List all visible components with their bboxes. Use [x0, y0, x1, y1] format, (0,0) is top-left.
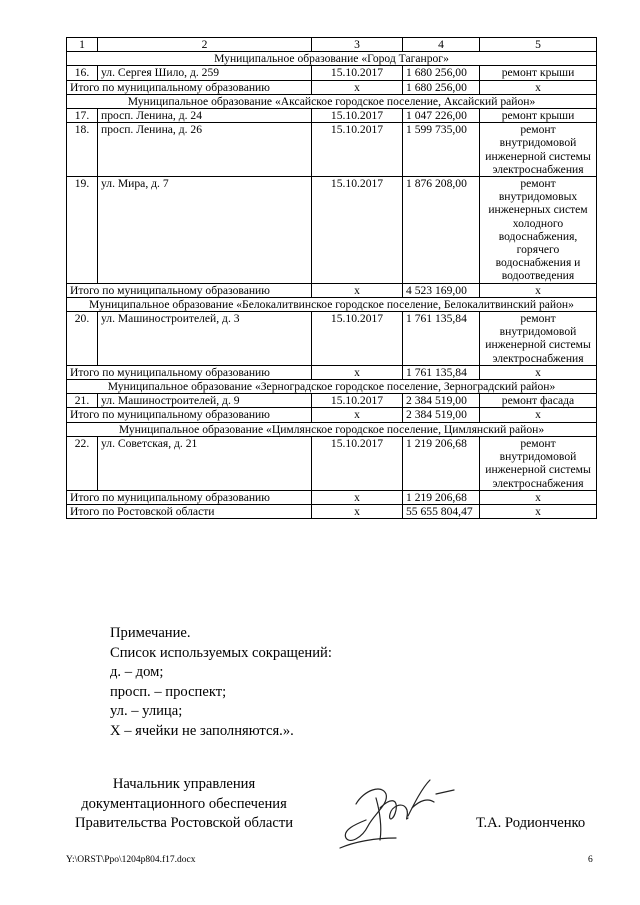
house-address: просп. Ленина, д. 24	[98, 109, 312, 123]
column-number-cell: 4	[403, 38, 480, 52]
house-address: просп. Ленина, д. 26	[98, 123, 312, 177]
column-number-cell: 2	[98, 38, 312, 52]
abbreviations-note	[110, 624, 332, 741]
column-number-cell: 1	[67, 38, 98, 52]
total-label: Итого по муниципальному образованию	[67, 408, 312, 422]
completion-date: 15.10.2017	[312, 312, 403, 366]
repair-type: ремонт крыши	[480, 109, 597, 123]
repair-type: ремонт внутридомовой инженерной системы электроснабжения	[480, 123, 597, 177]
house-address: ул. Советская, д. 21	[98, 436, 312, 490]
total-work: х	[480, 80, 597, 94]
repair-cost: 1 761 135,84	[403, 312, 480, 366]
total-sum: 1 680 256,00	[403, 80, 480, 94]
house-address: ул. Машиностроителей, д. 3	[98, 312, 312, 366]
completion-date: 15.10.2017	[312, 177, 403, 284]
column-number-row	[67, 38, 597, 52]
total-work: х	[480, 490, 597, 504]
completion-date: 15.10.2017	[312, 394, 403, 408]
municipality-row	[67, 94, 597, 108]
grand-total-work: х	[480, 504, 597, 518]
note-item: Х – ячейки не заполняются.».	[110, 722, 294, 739]
repair-cost: 1 599 735,00	[403, 123, 480, 177]
column-number-cell: 3	[312, 38, 403, 52]
total-date: х	[312, 80, 403, 94]
total-work: х	[480, 283, 597, 297]
total-sum: 2 384 519,00	[403, 408, 480, 422]
row-number: 16.	[67, 66, 98, 80]
municipality-total-row	[67, 408, 597, 422]
page-number: 6	[588, 855, 593, 865]
signer-position	[66, 775, 302, 834]
repair-cost: 1 680 256,00	[403, 66, 480, 80]
note-item: ул. – улица;	[110, 703, 183, 719]
municipality-total-row	[67, 283, 597, 297]
grand-total-row	[67, 504, 597, 518]
table-row	[67, 109, 597, 123]
municipality-name: Муниципальное образование «Город Таганрог»	[67, 52, 597, 66]
table-row	[67, 123, 597, 177]
table-row	[67, 436, 597, 490]
note-intro: Список используемых сокращений:	[110, 644, 332, 661]
municipality-name: Муниципальное образование «Цимлянское городское поселение, Цимлянский район»	[67, 422, 597, 436]
grand-total-sum: 55 655 804,47	[403, 504, 480, 518]
row-number: 20.	[67, 312, 98, 366]
municipality-row	[67, 380, 597, 394]
repair-cost: 1 219 206,68	[403, 436, 480, 490]
total-sum: 4 523 169,00	[403, 283, 480, 297]
table-row	[67, 312, 597, 366]
municipality-row	[67, 422, 597, 436]
row-number: 19.	[67, 177, 98, 284]
table-row	[67, 177, 597, 284]
total-label: Итого по муниципальному образованию	[67, 80, 312, 94]
total-date: х	[312, 408, 403, 422]
note-item: просп. – проспект;	[110, 683, 227, 700]
repair-type: ремонт внутридомовых инженерных систем холодного водоснабжения, горячего водоснабжения и водоотведения	[480, 177, 597, 284]
row-number: 18.	[67, 123, 98, 177]
note-item: д. – дом;	[110, 664, 164, 680]
municipality-row	[67, 52, 597, 66]
total-date: х	[312, 365, 403, 379]
repair-type: ремонт фасада	[480, 394, 597, 408]
municipality-total-row	[67, 490, 597, 504]
repair-type: ремонт крыши	[480, 66, 597, 80]
signer-name: Т.А. Родионченко	[476, 815, 586, 831]
municipality-name: Муниципальное образование «Белокалитвинское городское поселение, Белокалитвинский район»	[67, 297, 597, 311]
handwritten-signature	[334, 768, 460, 850]
table-row	[67, 66, 597, 80]
total-label: Итого по муниципальному образованию	[67, 365, 312, 379]
repair-type: ремонт внутридомовой инженерной системы электроснабжения	[480, 436, 597, 490]
repair-cost: 1 876 208,00	[403, 177, 480, 284]
footer-file-path: Y:\ORST\Ppo\1204p804.f17.docx	[66, 855, 196, 865]
repair-cost: 2 384 519,00	[403, 394, 480, 408]
completion-date: 15.10.2017	[312, 123, 403, 177]
house-address: ул. Мира, д. 7	[98, 177, 312, 284]
row-number: 17.	[67, 109, 98, 123]
signer-position-line: Начальник управления	[112, 776, 256, 792]
signer-position-line: документационного обеспечения	[81, 795, 287, 812]
house-address: ул. Машиностроителей, д. 9	[98, 394, 312, 408]
total-sum: 1 219 206,68	[403, 490, 480, 504]
total-date: х	[312, 283, 403, 297]
note-title: Примечание.	[110, 625, 191, 641]
grand-total-label: Итого по Ростовской области	[67, 504, 312, 518]
municipality-total-row	[67, 80, 597, 94]
total-sum: 1 761 135,84	[403, 365, 480, 379]
grand-total-date: х	[312, 504, 403, 518]
register-table	[66, 37, 597, 519]
municipality-name: Муниципальное образование «Аксайское городское поселение, Аксайский район»	[67, 94, 597, 108]
municipality-total-row	[67, 365, 597, 379]
completion-date: 15.10.2017	[312, 436, 403, 490]
total-work: х	[480, 408, 597, 422]
completion-date: 15.10.2017	[312, 109, 403, 123]
total-work: х	[480, 365, 597, 379]
house-address: ул. Сергея Шило, д. 259	[98, 66, 312, 80]
table-row	[67, 394, 597, 408]
row-number: 21.	[67, 394, 98, 408]
row-number: 22.	[67, 436, 98, 490]
completion-date: 15.10.2017	[312, 66, 403, 80]
repair-cost: 1 047 226,00	[403, 109, 480, 123]
total-date: х	[312, 490, 403, 504]
register-table-body	[67, 38, 597, 519]
signer-position-line: Правительства Ростовской области	[74, 815, 294, 831]
municipality-name: Муниципальное образование «Зерноградское городское поселение, Зерноградский район»	[67, 380, 597, 394]
total-label: Итого по муниципальному образованию	[67, 283, 312, 297]
municipality-row	[67, 297, 597, 311]
column-number-cell: 5	[480, 38, 597, 52]
total-label: Итого по муниципальному образованию	[67, 490, 312, 504]
repair-type: ремонт внутридомовой инженерной системы электроснабжения	[480, 312, 597, 366]
